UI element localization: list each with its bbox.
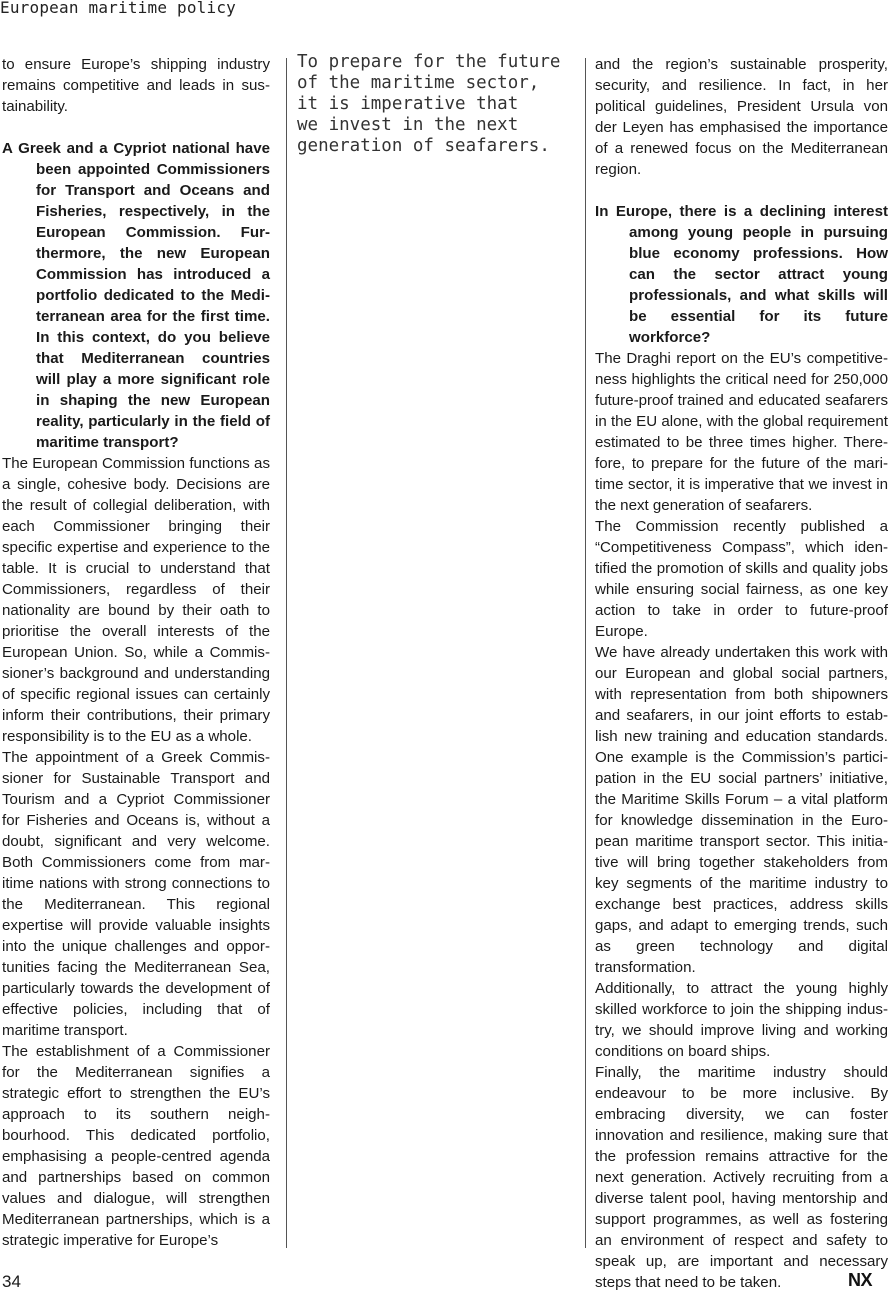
- column-divider: [286, 58, 287, 1248]
- answer-paragraph: We have already undertaken this work with our European and global social partners, with representation from both shipowners and seafarers, in our joint efforts to establish new training and education standards. One example is the Commission’s participation in the EU social partners’ initiative, the Maritime Skills Forum – a vital platform for knowledge dissemination in the European maritime transport sector. This initiative will bring together stakeholders from key segments of the maritime industry to exchange best practices, address skills gaps, and adapt to emerging trends, such as green technology and digital transformation.: [595, 644, 888, 976]
- interview-question-1: A Greek and a Cypriot national have been appointed Commissioners for Transport and Oceans and Fisheries, respectively, in the European Commission. Furthermore, the new European Commission has introduced a portfolio dedicated to the Mediterranean area for the first time. In this context, do you believe that Mediterranean countries will play a more significant role in shaping the new European reality, particularly in the field of maritime transport?: [2, 140, 270, 451]
- answer-paragraph: Finally, the maritime industry should endeavour to be more inclusive. By embracing diversity, we can foster innovation and resilience, making sure that the profession remains attractive for the next generation. Actively recruiting from a diverse talent pool, having mentorship and support programmes, as well as fostering an environment of respect and safety to speak up, are important and necessary steps that need to be taken.: [595, 1064, 888, 1291]
- column-divider: [585, 58, 586, 1248]
- answer-paragraph: The establishment of a Commissioner for the Mediterranean signifies a strategic effort to strengthen the EU’s approach to its southern neighbourhood. This dedicated portfolio, emphasising a people-centred agenda and partnerships based on common values and dialogue, will strengthen Mediterranean partnerships, which is a strategic imperative for Europe’s: [2, 1043, 270, 1249]
- interview-question-2: In Europe, there is a declining interest among young people in pursuing blue economy professions. How can the sector attract young professionals, and what skills will be essential for its future workforce?: [595, 203, 888, 346]
- answer-paragraph: The European Commission functions as a single, cohesive body. Decisions are the result of collegial deliberation, with each Commissioner bringing their specific expertise and experience to the table. It is crucial to understand that Commissioners, regardless of their nationality are bound by their oath to prioritise the overall interests of the European Union. So, while a Commissioner’s background and understanding of specific regional issues can certainly inform their contributions, their primary responsibility is to the EU as a whole.: [2, 455, 270, 745]
- page-number: 34: [2, 1272, 21, 1291]
- left-intro-paragraph: to ensure Europe’s shipping industry remains competitive and leads in sustainability.: [2, 56, 270, 115]
- answer-paragraph: Additionally, to attract the young highly skilled workforce to join the shipping industry, we should improve living and working conditions on board ships.: [595, 980, 888, 1060]
- left-column: [2, 54, 270, 1251]
- right-intro-paragraph: and the region’s sustainable prosperity, security, and resilience. In fact, in her political guidelines, President Ursula von der Leyen has emphasised the importance of a renewed focus on the Mediterranean region.: [595, 56, 888, 178]
- right-column: [595, 54, 888, 1293]
- answer-paragraph: The Commission recently published a “Competitiveness Compass”, which identified the promotion of skills and quality jobs while ensuring social fairness, as one key action to take in order to future-proof Europe.: [595, 518, 888, 640]
- answer-paragraph: The appointment of a Greek Commissioner for Sustainable Transport and Tourism and a Cypriot Commissioner for Fisheries and Oceans is, without a doubt, significant and very welcome. Both Commissioners come from maritime nations with strong connections to the Mediterranean. This regional expertise will provide valuable insights into the unique challenges and opportunities facing the Mediterranean Sea, particularly towards the development of effective policies, including that of maritime transport.: [2, 749, 270, 1039]
- answer-paragraph: The Draghi report on the EU’s competitiveness highlights the critical need for 250,000 future-proof trained and educated seafarers in the EU alone, with the global requirement estimated to be three times higher. Therefore, to prepare for the future of the maritime sector, it is imperative that we invest in the next generation of seafarers.: [595, 350, 888, 514]
- pull-quote: To prepare for the future of the maritime sector, it is imperative that we invest in the next generation of seafarers.: [297, 52, 561, 156]
- running-header: European maritime policy: [0, 0, 236, 17]
- publication-logo: NX: [847, 1270, 872, 1290]
